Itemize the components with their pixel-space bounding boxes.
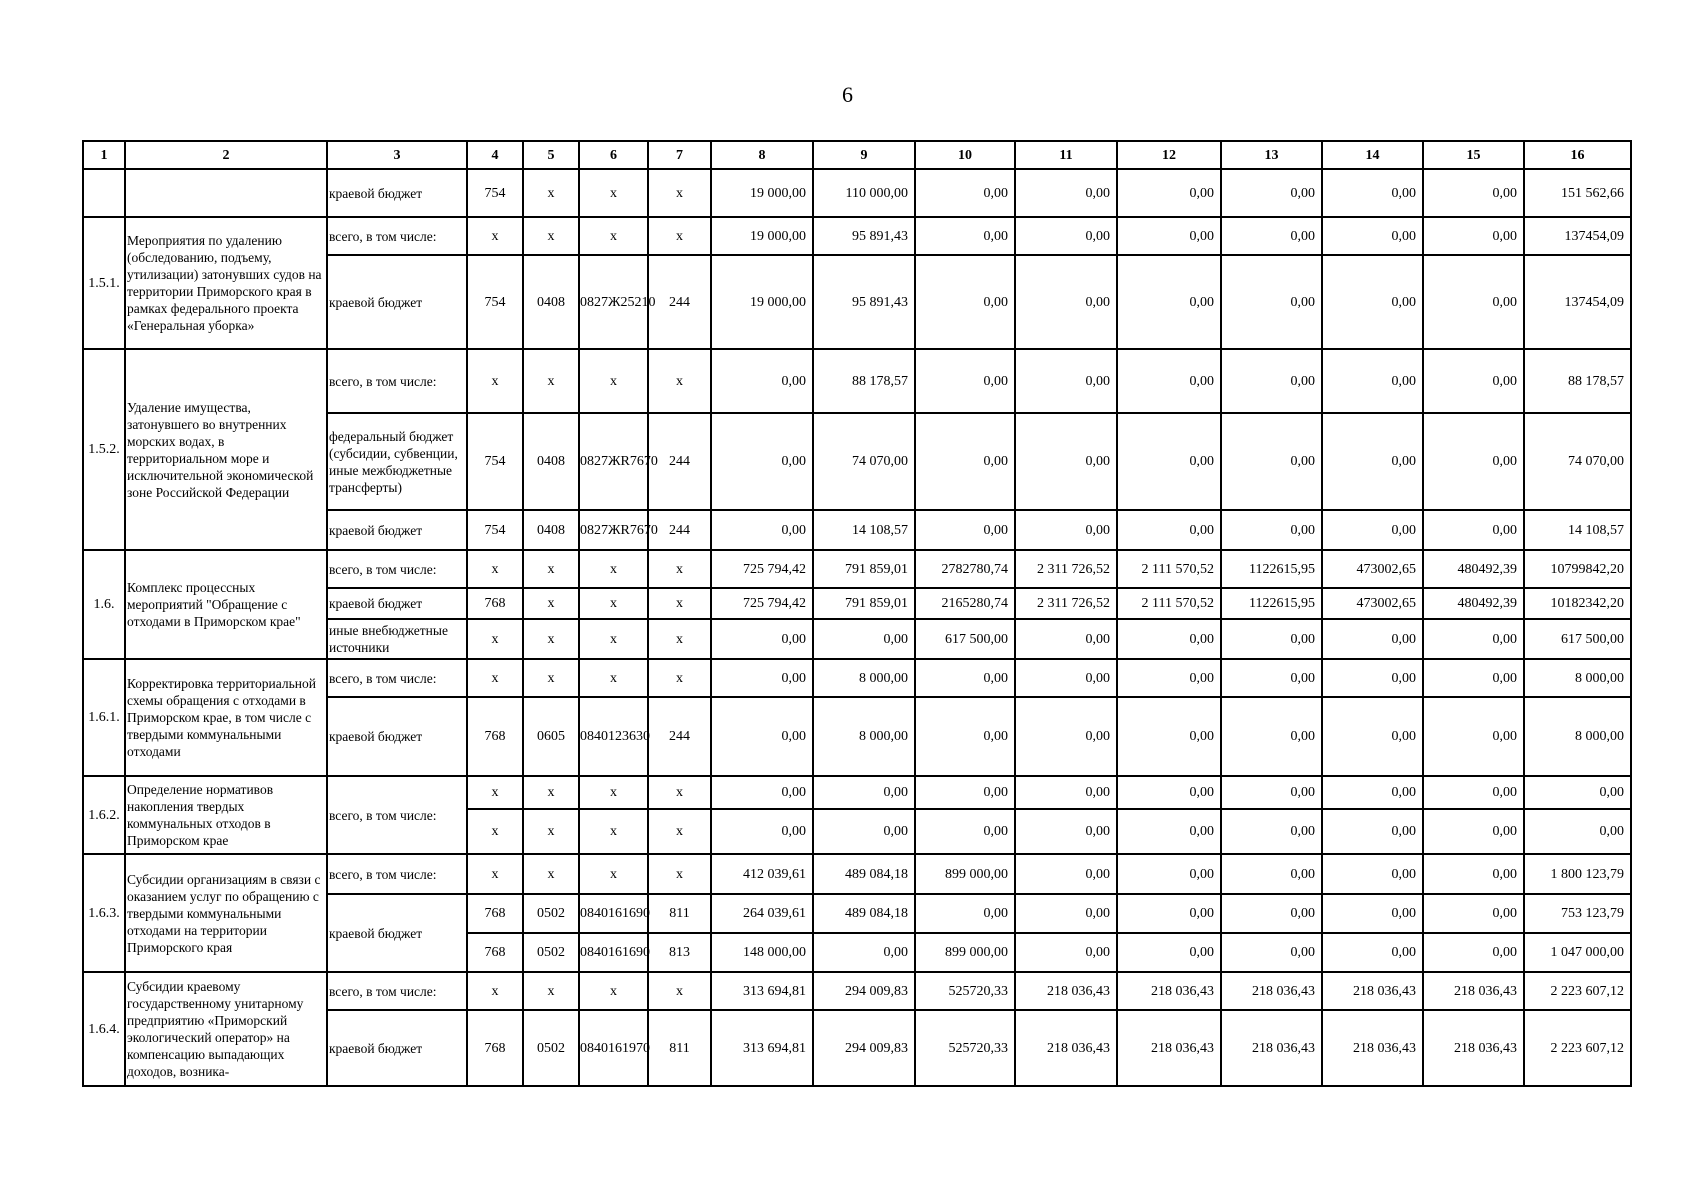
cell-amount: 0,00: [1322, 413, 1423, 510]
cell-gr: x: [467, 972, 523, 1010]
cell-amount: 0,00: [1423, 894, 1524, 933]
cell-amount: 88 178,57: [1524, 349, 1631, 413]
cell-amount: 0,00: [915, 169, 1015, 217]
cell-amount: 0,00: [1322, 349, 1423, 413]
cell-amount: 10182342,20: [1524, 588, 1631, 619]
cell-rz: x: [523, 619, 579, 659]
cell-amount: 0,00: [813, 619, 915, 659]
cell-gr: x: [467, 349, 523, 413]
cell-amount: 0,00: [915, 217, 1015, 255]
cell-amount: 2782780,74: [915, 550, 1015, 588]
cell-amount: 2165280,74: [915, 588, 1015, 619]
cell-amount: 0,00: [1322, 659, 1423, 697]
cell-gr: x: [467, 854, 523, 894]
column-header: 7: [648, 141, 711, 169]
table-row: [83, 349, 1631, 413]
cell-rz: x: [523, 588, 579, 619]
cell-amount: 0,00: [711, 809, 813, 854]
cell-amount: 1122615,95: [1221, 588, 1322, 619]
cell-amount: 0,00: [915, 659, 1015, 697]
cell-vr: x: [648, 550, 711, 588]
cell-amount: 0,00: [711, 413, 813, 510]
cell-amount: 0,00: [813, 933, 915, 972]
cell-amount: 0,00: [1015, 659, 1117, 697]
table-row: [83, 550, 1631, 588]
cell-amount: 0,00: [1524, 809, 1631, 854]
cell-vr: 811: [648, 1010, 711, 1086]
cell-gr: 768: [467, 588, 523, 619]
cell-amount: 0,00: [813, 809, 915, 854]
cell-amount: 480492,39: [1423, 550, 1524, 588]
row-index: 1.5.2.: [83, 349, 125, 550]
cell-csr: 0827ЖR7670: [579, 413, 648, 510]
cell-rz: x: [523, 972, 579, 1010]
cell-amount: 0,00: [1423, 349, 1524, 413]
cell-amount: 0,00: [1117, 697, 1221, 776]
cell-amount: 19 000,00: [711, 169, 813, 217]
cell-amount: 2 111 570,52: [1117, 550, 1221, 588]
cell-amount: 0,00: [1117, 349, 1221, 413]
cell-amount: 0,00: [711, 619, 813, 659]
cell-amount: 313 694,81: [711, 1010, 813, 1086]
cell-amount: 0,00: [1117, 894, 1221, 933]
cell-amount: 218 036,43: [1221, 972, 1322, 1010]
cell-amount: 137454,09: [1524, 255, 1631, 349]
cell-amount: 0,00: [711, 510, 813, 550]
cell-amount: 74 070,00: [813, 413, 915, 510]
cell-amount: 0,00: [1322, 510, 1423, 550]
column-header: 9: [813, 141, 915, 169]
row-index: 1.5.1.: [83, 217, 125, 349]
cell-amount: 0,00: [1423, 854, 1524, 894]
cell-amount: 0,00: [813, 776, 915, 809]
cell-amount: 0,00: [1423, 413, 1524, 510]
funding-source: всего, в том числе:: [327, 776, 467, 854]
column-header: 11: [1015, 141, 1117, 169]
cell-amount: 0,00: [1015, 854, 1117, 894]
cell-amount: 0,00: [1322, 217, 1423, 255]
cell-vr: 813: [648, 933, 711, 972]
cell-amount: 264 039,61: [711, 894, 813, 933]
measure-name: Комплекс процессных мероприятий "Обращение с отходами в Приморском крае": [125, 550, 327, 659]
page-number: 6: [842, 82, 853, 107]
cell-amount: 19 000,00: [711, 217, 813, 255]
cell-vr: 244: [648, 413, 711, 510]
cell-csr: x: [579, 588, 648, 619]
cell-amount: 791 859,01: [813, 588, 915, 619]
cell-amount: 218 036,43: [1322, 1010, 1423, 1086]
cell-amount: 0,00: [1221, 809, 1322, 854]
cell-amount: 0,00: [1117, 933, 1221, 972]
cell-amount: 525720,33: [915, 1010, 1015, 1086]
cell-rz: x: [523, 854, 579, 894]
row-index: 1.6.4.: [83, 972, 125, 1086]
cell-csr: 0827ЖR7670: [579, 510, 648, 550]
cell-amount: 1 800 123,79: [1524, 854, 1631, 894]
cell-amount: 0,00: [1117, 255, 1221, 349]
cell-amount: 0,00: [1117, 776, 1221, 809]
cell-amount: 0,00: [1221, 413, 1322, 510]
table-row: [83, 972, 1631, 1010]
cell-csr: 0827Ж25210: [579, 255, 648, 349]
cell-vr: x: [648, 349, 711, 413]
funding-source: иные внебюджетные источники: [327, 619, 467, 659]
cell-amount: 2 111 570,52: [1117, 588, 1221, 619]
cell-amount: 0,00: [1423, 659, 1524, 697]
cell-amount: 0,00: [1322, 854, 1423, 894]
cell-amount: 0,00: [1117, 169, 1221, 217]
cell-amount: 95 891,43: [813, 217, 915, 255]
cell-rz: x: [523, 349, 579, 413]
funding-source: краевой бюджет: [327, 588, 467, 619]
cell-amount: 0,00: [1322, 933, 1423, 972]
row-index: 1.6.: [83, 550, 125, 659]
cell-amount: 0,00: [1322, 809, 1423, 854]
cell-amount: 218 036,43: [1015, 972, 1117, 1010]
row-index: 1.6.1.: [83, 659, 125, 776]
column-header: 5: [523, 141, 579, 169]
cell-amount: 8 000,00: [1524, 697, 1631, 776]
cell-amount: 14 108,57: [813, 510, 915, 550]
cell-vr: x: [648, 776, 711, 809]
cell-amount: 0,00: [1423, 169, 1524, 217]
cell-amount: 0,00: [1117, 413, 1221, 510]
cell-amount: 0,00: [1015, 510, 1117, 550]
cell-amount: 0,00: [915, 349, 1015, 413]
column-header: 14: [1322, 141, 1423, 169]
cell-amount: 1122615,95: [1221, 550, 1322, 588]
measure-name: Определение нормативов накопления твердых коммунальных отходов в Приморском крае: [125, 776, 327, 854]
cell-amount: 0,00: [1221, 169, 1322, 217]
cell-amount: 480492,39: [1423, 588, 1524, 619]
column-header: 8: [711, 141, 813, 169]
cell-amount: 725 794,42: [711, 550, 813, 588]
cell-amount: 218 036,43: [1015, 1010, 1117, 1086]
cell-amount: 412 039,61: [711, 854, 813, 894]
cell-amount: 0,00: [915, 894, 1015, 933]
cell-amount: 0,00: [711, 659, 813, 697]
cell-amount: 473002,65: [1322, 588, 1423, 619]
cell-rz: 0408: [523, 255, 579, 349]
cell-amount: 2 223 607,12: [1524, 1010, 1631, 1086]
cell-amount: 0,00: [915, 809, 1015, 854]
cell-amount: 753 123,79: [1524, 894, 1631, 933]
budget-table: [82, 140, 1632, 1087]
cell-csr: x: [579, 169, 648, 217]
cell-amount: 137454,09: [1524, 217, 1631, 255]
row-index: 1.6.2.: [83, 776, 125, 854]
cell-amount: 0,00: [1322, 697, 1423, 776]
funding-source: краевой бюджет: [327, 255, 467, 349]
measure-name: Субсидии организациям в связи с оказанием услуг по обращению с твердыми коммунальными отходами на территории Приморского края: [125, 854, 327, 972]
funding-source: всего, в том числе:: [327, 659, 467, 697]
cell-gr: x: [467, 619, 523, 659]
column-header: 6: [579, 141, 648, 169]
cell-amount: 0,00: [915, 255, 1015, 349]
cell-amount: 218 036,43: [1423, 972, 1524, 1010]
funding-source: всего, в том числе:: [327, 550, 467, 588]
cell-amount: 1 047 000,00: [1524, 933, 1631, 972]
column-header: 1: [83, 141, 125, 169]
cell-amount: 0,00: [1015, 413, 1117, 510]
cell-amount: 95 891,43: [813, 255, 915, 349]
cell-rz: 0605: [523, 697, 579, 776]
cell-amount: 151 562,66: [1524, 169, 1631, 217]
cell-gr: 754: [467, 510, 523, 550]
cell-rz: x: [523, 776, 579, 809]
cell-rz: x: [523, 217, 579, 255]
cell-gr: x: [467, 217, 523, 255]
cell-amount: 0,00: [1423, 510, 1524, 550]
cell-amount: 19 000,00: [711, 255, 813, 349]
cell-amount: 0,00: [915, 776, 1015, 809]
funding-source: всего, в том числе:: [327, 972, 467, 1010]
cell-amount: 0,00: [711, 697, 813, 776]
cell-gr: x: [467, 659, 523, 697]
cell-amount: 489 084,18: [813, 854, 915, 894]
cell-amount: 0,00: [1117, 510, 1221, 550]
cell-vr: 811: [648, 894, 711, 933]
cell-amount: 0,00: [1322, 169, 1423, 217]
cell-amount: 0,00: [1221, 854, 1322, 894]
column-header: 10: [915, 141, 1015, 169]
cell-amount: 0,00: [1423, 619, 1524, 659]
cell-amount: 617 500,00: [915, 619, 1015, 659]
cell-amount: 0,00: [1015, 255, 1117, 349]
cell-amount: 14 108,57: [1524, 510, 1631, 550]
cell-amount: 0,00: [1221, 933, 1322, 972]
cell-vr: 244: [648, 510, 711, 550]
cell-rz: x: [523, 659, 579, 697]
cell-amount: 0,00: [1117, 854, 1221, 894]
cell-amount: 0,00: [1015, 619, 1117, 659]
cell-amount: 0,00: [1423, 809, 1524, 854]
cell-gr: 768: [467, 894, 523, 933]
funding-source: краевой бюджет: [327, 1010, 467, 1086]
cell-csr: x: [579, 776, 648, 809]
cell-amount: 0,00: [711, 776, 813, 809]
cell-amount: 0,00: [1015, 349, 1117, 413]
cell-amount: 0,00: [1221, 217, 1322, 255]
cell-amount: 2 223 607,12: [1524, 972, 1631, 1010]
measure-name: Субсидии краевому государственному унитарному предприятию «Приморский экологический оператор» на компенсацию выпадающих доходов, возника-: [125, 972, 327, 1086]
cell-amount: 0,00: [1117, 619, 1221, 659]
cell-csr: 0840161690: [579, 894, 648, 933]
cell-amount: 0,00: [1015, 894, 1117, 933]
cell-amount: 0,00: [1423, 217, 1524, 255]
cell-amount: 0,00: [1117, 659, 1221, 697]
cell-rz: 0408: [523, 413, 579, 510]
cell-amount: 0,00: [915, 413, 1015, 510]
cell-amount: 0,00: [1322, 255, 1423, 349]
column-header: 12: [1117, 141, 1221, 169]
cell-amount: 218 036,43: [1322, 972, 1423, 1010]
cell-amount: 218 036,43: [1117, 972, 1221, 1010]
funding-source: всего, в том числе:: [327, 854, 467, 894]
cell-amount: 0,00: [1221, 619, 1322, 659]
funding-source: краевой бюджет: [327, 510, 467, 550]
column-header: 3: [327, 141, 467, 169]
funding-source: всего, в том числе:: [327, 349, 467, 413]
cell-amount: 0,00: [1423, 255, 1524, 349]
column-header: 15: [1423, 141, 1524, 169]
cell-amount: 294 009,83: [813, 1010, 915, 1086]
table-row: [83, 217, 1631, 255]
cell-vr: 244: [648, 697, 711, 776]
cell-amount: 725 794,42: [711, 588, 813, 619]
cell-csr: x: [579, 349, 648, 413]
table-row: [83, 854, 1631, 894]
column-header: 2: [125, 141, 327, 169]
column-header: 16: [1524, 141, 1631, 169]
cell-csr: 0840161970: [579, 1010, 648, 1086]
cell-csr: 0840161690: [579, 933, 648, 972]
cell-amount: 0,00: [1015, 217, 1117, 255]
cell-vr: x: [648, 169, 711, 217]
cell-amount: 0,00: [1221, 255, 1322, 349]
cell-amount: 0,00: [915, 510, 1015, 550]
table-row: [83, 169, 1631, 217]
cell-csr: x: [579, 854, 648, 894]
cell-amount: 218 036,43: [1423, 1010, 1524, 1086]
cell-amount: 110 000,00: [813, 169, 915, 217]
cell-amount: 0,00: [1117, 217, 1221, 255]
cell-amount: 0,00: [1015, 809, 1117, 854]
cell-amount: 74 070,00: [1524, 413, 1631, 510]
measure-name-empty: [125, 169, 327, 217]
cell-amount: 489 084,18: [813, 894, 915, 933]
cell-amount: 899 000,00: [915, 854, 1015, 894]
cell-amount: 0,00: [1221, 776, 1322, 809]
cell-rz: 0502: [523, 933, 579, 972]
cell-csr: x: [579, 809, 648, 854]
measure-name: Корректировка территориальной схемы обращения с отходами в Приморском крае, в том числе с твердыми коммунальными отходами: [125, 659, 327, 776]
cell-csr: x: [579, 619, 648, 659]
cell-vr: x: [648, 659, 711, 697]
funding-source: краевой бюджет: [327, 697, 467, 776]
cell-gr: 754: [467, 255, 523, 349]
measure-name: Мероприятия по удалению (обследованию, подъему, утилизации) затонувших судов на территории Приморского края в рамках федерального проекта «Генеральная уборка»: [125, 217, 327, 349]
funding-source: краевой бюджет: [327, 894, 467, 972]
cell-amount: 88 178,57: [813, 349, 915, 413]
cell-amount: 8 000,00: [813, 659, 915, 697]
cell-rz: x: [523, 809, 579, 854]
cell-amount: 0,00: [1117, 809, 1221, 854]
cell-csr: x: [579, 217, 648, 255]
cell-rz: 0502: [523, 1010, 579, 1086]
table-header-row: [83, 141, 1631, 169]
cell-amount: 473002,65: [1322, 550, 1423, 588]
cell-gr: x: [467, 809, 523, 854]
funding-source: всего, в том числе:: [327, 217, 467, 255]
row-index: 1.6.3.: [83, 854, 125, 972]
cell-amount: 0,00: [1322, 776, 1423, 809]
cell-amount: 791 859,01: [813, 550, 915, 588]
cell-amount: 0,00: [915, 697, 1015, 776]
cell-amount: 2 311 726,52: [1015, 588, 1117, 619]
cell-amount: 0,00: [1221, 659, 1322, 697]
column-header: 13: [1221, 141, 1322, 169]
cell-amount: 10799842,20: [1524, 550, 1631, 588]
cell-amount: 0,00: [1221, 349, 1322, 413]
cell-gr: x: [467, 550, 523, 588]
cell-amount: 294 009,83: [813, 972, 915, 1010]
measure-name: Удаление имущества, затонувшего во внутренних морских водах, в территориальном море и исключительной экономической зоне Российской Федерации: [125, 349, 327, 550]
cell-amount: 0,00: [1423, 933, 1524, 972]
cell-amount: 8 000,00: [813, 697, 915, 776]
cell-amount: 0,00: [1221, 510, 1322, 550]
cell-amount: 0,00: [1015, 169, 1117, 217]
cell-csr: x: [579, 972, 648, 1010]
cell-amount: 0,00: [1322, 894, 1423, 933]
cell-gr: 768: [467, 697, 523, 776]
cell-csr: x: [579, 659, 648, 697]
cell-amount: 218 036,43: [1221, 1010, 1322, 1086]
column-header: 4: [467, 141, 523, 169]
cell-vr: x: [648, 217, 711, 255]
cell-vr: x: [648, 809, 711, 854]
cell-rz: 0408: [523, 510, 579, 550]
cell-amount: 0,00: [1322, 619, 1423, 659]
cell-amount: 0,00: [1524, 776, 1631, 809]
cell-rz: 0502: [523, 894, 579, 933]
cell-gr: 754: [467, 413, 523, 510]
cell-amount: 0,00: [1221, 894, 1322, 933]
cell-vr: 244: [648, 255, 711, 349]
cell-amount: 0,00: [1015, 776, 1117, 809]
cell-amount: 617 500,00: [1524, 619, 1631, 659]
cell-rz: x: [523, 169, 579, 217]
row-index-empty: [83, 169, 125, 217]
cell-vr: x: [648, 588, 711, 619]
cell-gr: 768: [467, 933, 523, 972]
cell-amount: 8 000,00: [1524, 659, 1631, 697]
cell-vr: x: [648, 854, 711, 894]
funding-source: федеральный бюджет (субсидии, субвенции, иные межбюджетные трансферты): [327, 413, 467, 510]
cell-csr: x: [579, 550, 648, 588]
cell-amount: 0,00: [1015, 933, 1117, 972]
cell-amount: 0,00: [1423, 697, 1524, 776]
table-row: [83, 776, 1631, 809]
cell-amount: 0,00: [1423, 776, 1524, 809]
cell-amount: 0,00: [1221, 697, 1322, 776]
table-row: [83, 659, 1631, 697]
cell-gr: 768: [467, 1010, 523, 1086]
cell-amount: 899 000,00: [915, 933, 1015, 972]
cell-gr: 754: [467, 169, 523, 217]
funding-source: краевой бюджет: [327, 169, 467, 217]
cell-vr: x: [648, 619, 711, 659]
cell-amount: 0,00: [711, 349, 813, 413]
cell-gr: x: [467, 776, 523, 809]
cell-amount: 525720,33: [915, 972, 1015, 1010]
cell-amount: 218 036,43: [1117, 1010, 1221, 1086]
cell-amount: 2 311 726,52: [1015, 550, 1117, 588]
cell-amount: 148 000,00: [711, 933, 813, 972]
cell-rz: x: [523, 550, 579, 588]
cell-vr: x: [648, 972, 711, 1010]
cell-amount: 0,00: [1015, 697, 1117, 776]
cell-amount: 313 694,81: [711, 972, 813, 1010]
cell-csr: 0840123630: [579, 697, 648, 776]
